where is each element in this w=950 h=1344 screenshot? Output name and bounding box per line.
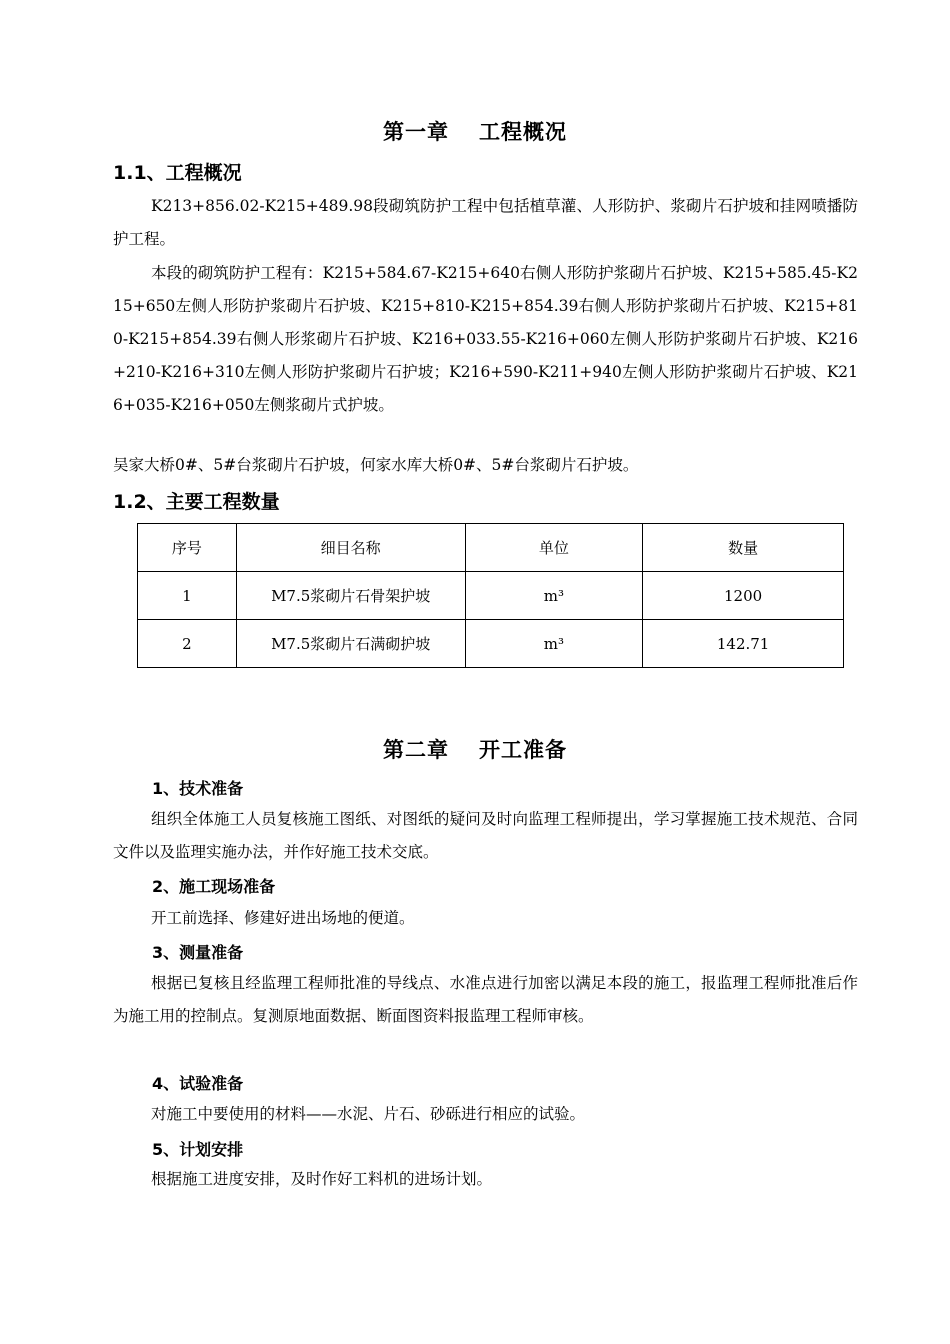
prep-item-text-technical: 组织全体施工人员复核施工图纸、对图纸的疑问及时向监理工程师提出，学习掌握施工技术规范、合同文件以及监理实施办法，并作好施工技术交底。 (113, 810, 858, 861)
chapter-2-name: 开工准备 (479, 738, 567, 762)
table-cell: 2 (138, 620, 237, 668)
table-cell: M7.5浆砌片石满砌护坡 (236, 620, 465, 668)
prep-item-text-plan: 根据施工进度安排，及时作好工料机的进场计划。 (151, 1170, 493, 1188)
table-header-cell: 单位 (465, 524, 643, 572)
section-1-1-paragraph-2: 本段的砌筑防护工程有：K215+584.67-K215+640右侧人形防护浆砌片石护坡、K215+585.45-K215+650左侧人形防护浆砌片石护坡、K215+810-K215+854.39右侧人形防护浆砌片石护坡、K215+810-K215+854.39右侧人形浆砌片石护坡、K216+033.55-K216+060左侧人形防护浆砌片石护坡、K216+210-K216+310左侧人形防护浆砌片石护坡；K216+590-K211+940左侧人形防护浆砌片石护坡、K216+035-K216+050左侧浆砌片式护坡。 (113, 264, 858, 414)
table-cell: 142.71 (643, 620, 844, 668)
quantity-table (137, 523, 844, 668)
prep-item-heading-plan: 5、计划安排 (152, 1140, 244, 1159)
table-cell: 1200 (643, 572, 844, 620)
section-1-1-paragraph-3: 吴家大桥0#、5#台浆砌片石护坡，何家水库大桥0#、5#台浆砌片石护坡。 (113, 456, 639, 474)
prep-item-heading-technical: 1、技术准备 (152, 779, 244, 798)
chapter-2-number: 第二章 (383, 738, 449, 762)
chapter-1-title (0, 116, 950, 146)
table-header-row (138, 524, 844, 572)
prep-item-heading-testing: 4、试验准备 (152, 1074, 244, 1093)
table-header-cell: 序号 (138, 524, 237, 572)
chapter-1-name: 工程概况 (479, 120, 567, 144)
table-cell: m³ (465, 572, 643, 620)
prep-item-text-site: 开工前选择、修建好进出场地的便道。 (151, 909, 415, 927)
chapter-2-title (0, 734, 950, 764)
table-cell: m³ (465, 620, 643, 668)
table-header-cell: 细目名称 (236, 524, 465, 572)
table-row (138, 572, 844, 620)
table-cell: M7.5浆砌片石骨架护坡 (236, 572, 465, 620)
section-1-1-paragraph-1: K213+856.02-K215+489.98段砌筑防护工程中包括植草灌、人形防护、浆砌片石护坡和挂网喷播防护工程。 (113, 197, 858, 248)
chapter-1-number: 第一章 (383, 120, 449, 144)
prep-item-text-survey: 根据已复核且经监理工程师批准的导线点、水准点进行加密以满足本段的施工，报监理工程师批准后作为施工用的控制点。复测原地面数据、断面图资料报监理工程师审核。 (113, 974, 858, 1025)
prep-item-text-testing: 对施工中要使用的材料——水泥、片石、砂砾进行相应的试验。 (151, 1105, 586, 1123)
section-1-1-heading: 1.1、工程概况 (113, 162, 242, 184)
section-1-2-heading: 1.2、主要工程数量 (113, 491, 280, 513)
table-header-cell: 数量 (643, 524, 844, 572)
prep-item-heading-survey: 3、测量准备 (152, 943, 244, 962)
prep-item-heading-site: 2、施工现场准备 (152, 877, 276, 896)
table-row (138, 620, 844, 668)
table-cell: 1 (138, 572, 237, 620)
